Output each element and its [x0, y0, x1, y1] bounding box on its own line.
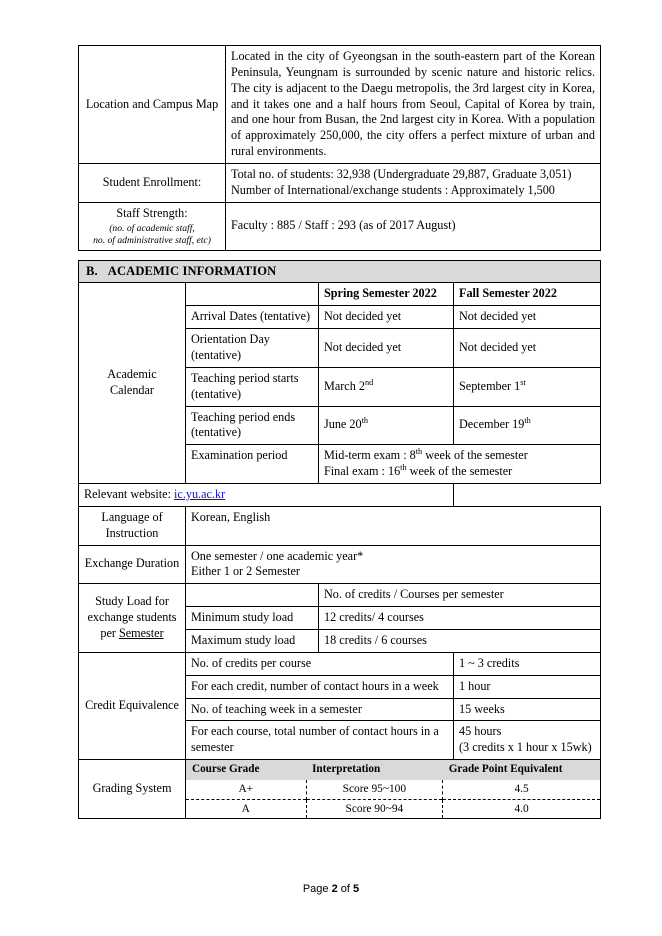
page-footer [0, 883, 662, 895]
footer-total-pages: 5 [353, 883, 360, 895]
row-label-study-load [79, 584, 186, 653]
general-information-table [78, 45, 601, 251]
section-letter: B. [86, 264, 98, 278]
study-load-item-minimum: Minimum study load [186, 607, 319, 630]
row-label-academic-calendar: Academic Calendar [79, 283, 186, 484]
final-suffix: week of the semester [406, 464, 513, 479]
table-row-credits-per-course [79, 652, 601, 675]
credit-value-total-contact-hours [454, 721, 601, 760]
calendar-spring-teaching-ends [319, 406, 454, 445]
document-page [78, 45, 600, 819]
grading-cell-score-a-plus: Score 95~100 [306, 780, 443, 799]
midterm-ordinal: th [415, 447, 423, 457]
spring-start-ordinal: nd [364, 377, 374, 387]
row-label-language: Language of Instruction [79, 506, 186, 545]
table-row-grading-system [79, 760, 601, 819]
grading-row-a-plus [186, 780, 600, 799]
row-label-grading-system: Grading System [79, 760, 186, 819]
grading-cell-point-a: 4.0 [443, 799, 600, 818]
table-row-study-load-header [79, 584, 601, 607]
credit-item-credits-per-course: No. of credits per course [186, 652, 454, 675]
study-load-value-maximum: 18 credits / 6 courses [319, 629, 601, 652]
calendar-item-examination: Examination period [186, 445, 319, 484]
row-label-staff [79, 202, 226, 250]
exchange-duration-line-2: Either 1 or 2 Semester [191, 564, 300, 579]
table-spacer [78, 251, 600, 260]
calendar-item-teaching-starts: Teaching period starts (tentative) [186, 367, 319, 406]
row-value-exchange-duration [186, 545, 601, 584]
row-value-staff: Faculty : 885 / Staff : 293 (as of 2017 August) [226, 202, 601, 250]
footer-current-page: 2 [331, 883, 338, 895]
study-load-label-line-2: exchange students [87, 610, 177, 625]
midterm-exam-line [324, 448, 595, 464]
grading-header-grade-point: Grade Point Equivalent [443, 760, 600, 780]
total-contact-hours-main: 45 hours [459, 724, 502, 739]
enrollment-international: Number of International/exchange students : Approximately 1,500 [231, 182, 555, 197]
spring-start-date: March 2 [324, 378, 365, 393]
grading-table [186, 760, 600, 818]
grading-header-row [186, 760, 600, 780]
credit-value-teaching-weeks: 15 weeks [454, 698, 601, 721]
calendar-fall-teaching-starts [454, 367, 601, 406]
footer-prefix: Page [302, 883, 332, 895]
section-header-academic-information [79, 261, 601, 283]
section-header-cell [79, 261, 601, 283]
table-row-language [79, 506, 601, 545]
table-row-enrollment [79, 164, 601, 203]
table-row-location [79, 46, 601, 164]
calendar-item-teaching-ends: Teaching period ends (tentative) [186, 406, 319, 445]
table-row-exchange-duration [79, 545, 601, 584]
calendar-fall-orientation: Not decided yet [454, 329, 601, 368]
enrollment-total: Total no. of students: 32,938 (Undergraduate 29,887, Graduate 3,051) [231, 167, 572, 182]
study-load-header-value: No. of credits / Courses per semester [319, 584, 601, 607]
study-load-item-maximum: Maximum study load [186, 629, 319, 652]
calendar-examination-value [319, 445, 601, 484]
grading-cell-grade-a: A [186, 799, 306, 818]
relevant-website-cell [79, 483, 454, 506]
row-label-enrollment: Student Enrollment: [79, 164, 226, 203]
calendar-spring-orientation: Not decided yet [319, 329, 454, 368]
fall-start-ordinal: st [520, 377, 526, 387]
study-load-corner-cell [186, 584, 319, 607]
row-value-language: Korean, English [186, 506, 601, 545]
grading-row-a [186, 799, 600, 818]
row-value-location: Located in the city of Gyeongsan in the south-eastern part of the Korean Peninsula, Yeungnam is surrounded by scenic nature and historic relics. The city is adjacent to the Daegu metropolis, the 3rd largest city in Korea, and it takes one and a half hours from Seoul, Capital of Korea by train, and one hour from Busan, the 2nd largest city in Korea. With a population of approximately 250,000, the city offers a perfect mixture of urban and rural environments. [226, 46, 601, 164]
row-label-credit-equivalence: Credit Equivalence [79, 652, 186, 759]
academic-information-table [78, 260, 601, 819]
credit-item-teaching-weeks: No. of teaching week in a semester [186, 698, 454, 721]
calendar-fall-teaching-ends [454, 406, 601, 445]
midterm-suffix: week of the semester [422, 448, 528, 463]
staff-label-sub-1: (no. of academic staff, [109, 222, 195, 234]
midterm-prefix: Mid-term exam : 8 [324, 448, 416, 463]
row-label-location: Location and Campus Map [79, 46, 226, 164]
study-load-semester-underlined: Semester [118, 625, 164, 640]
grading-header-course-grade: Course Grade [186, 760, 306, 780]
spring-end-ordinal: th [361, 416, 369, 426]
study-load-label-line-3 [84, 626, 180, 642]
grading-header-interpretation: Interpretation [306, 760, 443, 780]
total-contact-hours-formula: (3 credits x 1 hour x 15wk) [459, 740, 592, 755]
calendar-header-row [79, 283, 601, 306]
column-header-fall: Fall Semester 2022 [454, 283, 601, 306]
study-load-value-minimum: 12 credits/ 4 courses [319, 607, 601, 630]
row-value-enrollment [226, 164, 601, 203]
calendar-item-orientation: Orientation Day (tentative) [186, 329, 319, 368]
spring-end-date: June 20 [324, 417, 362, 432]
table-row-staff [79, 202, 601, 250]
study-load-per-prefix: per [100, 625, 119, 640]
section-title: ACADEMIC INFORMATION [107, 264, 277, 278]
staff-label-main: Staff Strength: [116, 205, 188, 220]
footer-middle: of [337, 883, 354, 895]
credit-value-credits-per-course: 1 ~ 3 credits [454, 652, 601, 675]
final-prefix: Final exam : 16 [324, 464, 401, 479]
calendar-spring-arrival: Not decided yet [319, 306, 454, 329]
grading-cell-grade-a-plus: A+ [186, 780, 306, 799]
row-label-exchange-duration: Exchange Duration [79, 545, 186, 584]
staff-label-sub-2: no. of administrative staff, etc) [93, 235, 211, 247]
grading-cell-score-a: Score 90~94 [306, 799, 443, 818]
credit-item-total-contact-hours: For each course, total number of contact hours in a semester [186, 721, 454, 760]
fall-start-date: September 1 [459, 378, 521, 393]
fall-end-ordinal: th [524, 416, 531, 426]
table-row-relevant-website [79, 483, 601, 506]
credit-value-contact-hours-week: 1 hour [454, 675, 601, 698]
fall-end-date: December 19 [459, 417, 525, 432]
study-load-label-line-1: Study Load for [95, 594, 169, 609]
exchange-duration-line-1: One semester / one academic year* [191, 548, 364, 563]
relevant-website-label: Relevant website: [84, 486, 175, 501]
grading-system-cell [186, 760, 601, 819]
grading-cell-point-a-plus: 4.5 [514, 782, 529, 795]
calendar-spring-teaching-starts [319, 367, 454, 406]
credit-item-contact-hours-week: For each credit, number of contact hours in a week [186, 675, 454, 698]
calendar-fall-arrival: Not decided yet [454, 306, 601, 329]
calendar-corner-cell [186, 283, 319, 306]
relevant-website-link[interactable]: ic.yu.ac.kr [174, 486, 226, 501]
final-exam-line [324, 464, 595, 480]
final-ordinal: th [400, 463, 407, 473]
calendar-item-arrival: Arrival Dates (tentative) [186, 306, 319, 329]
column-header-spring: Spring Semester 2022 [319, 283, 454, 306]
